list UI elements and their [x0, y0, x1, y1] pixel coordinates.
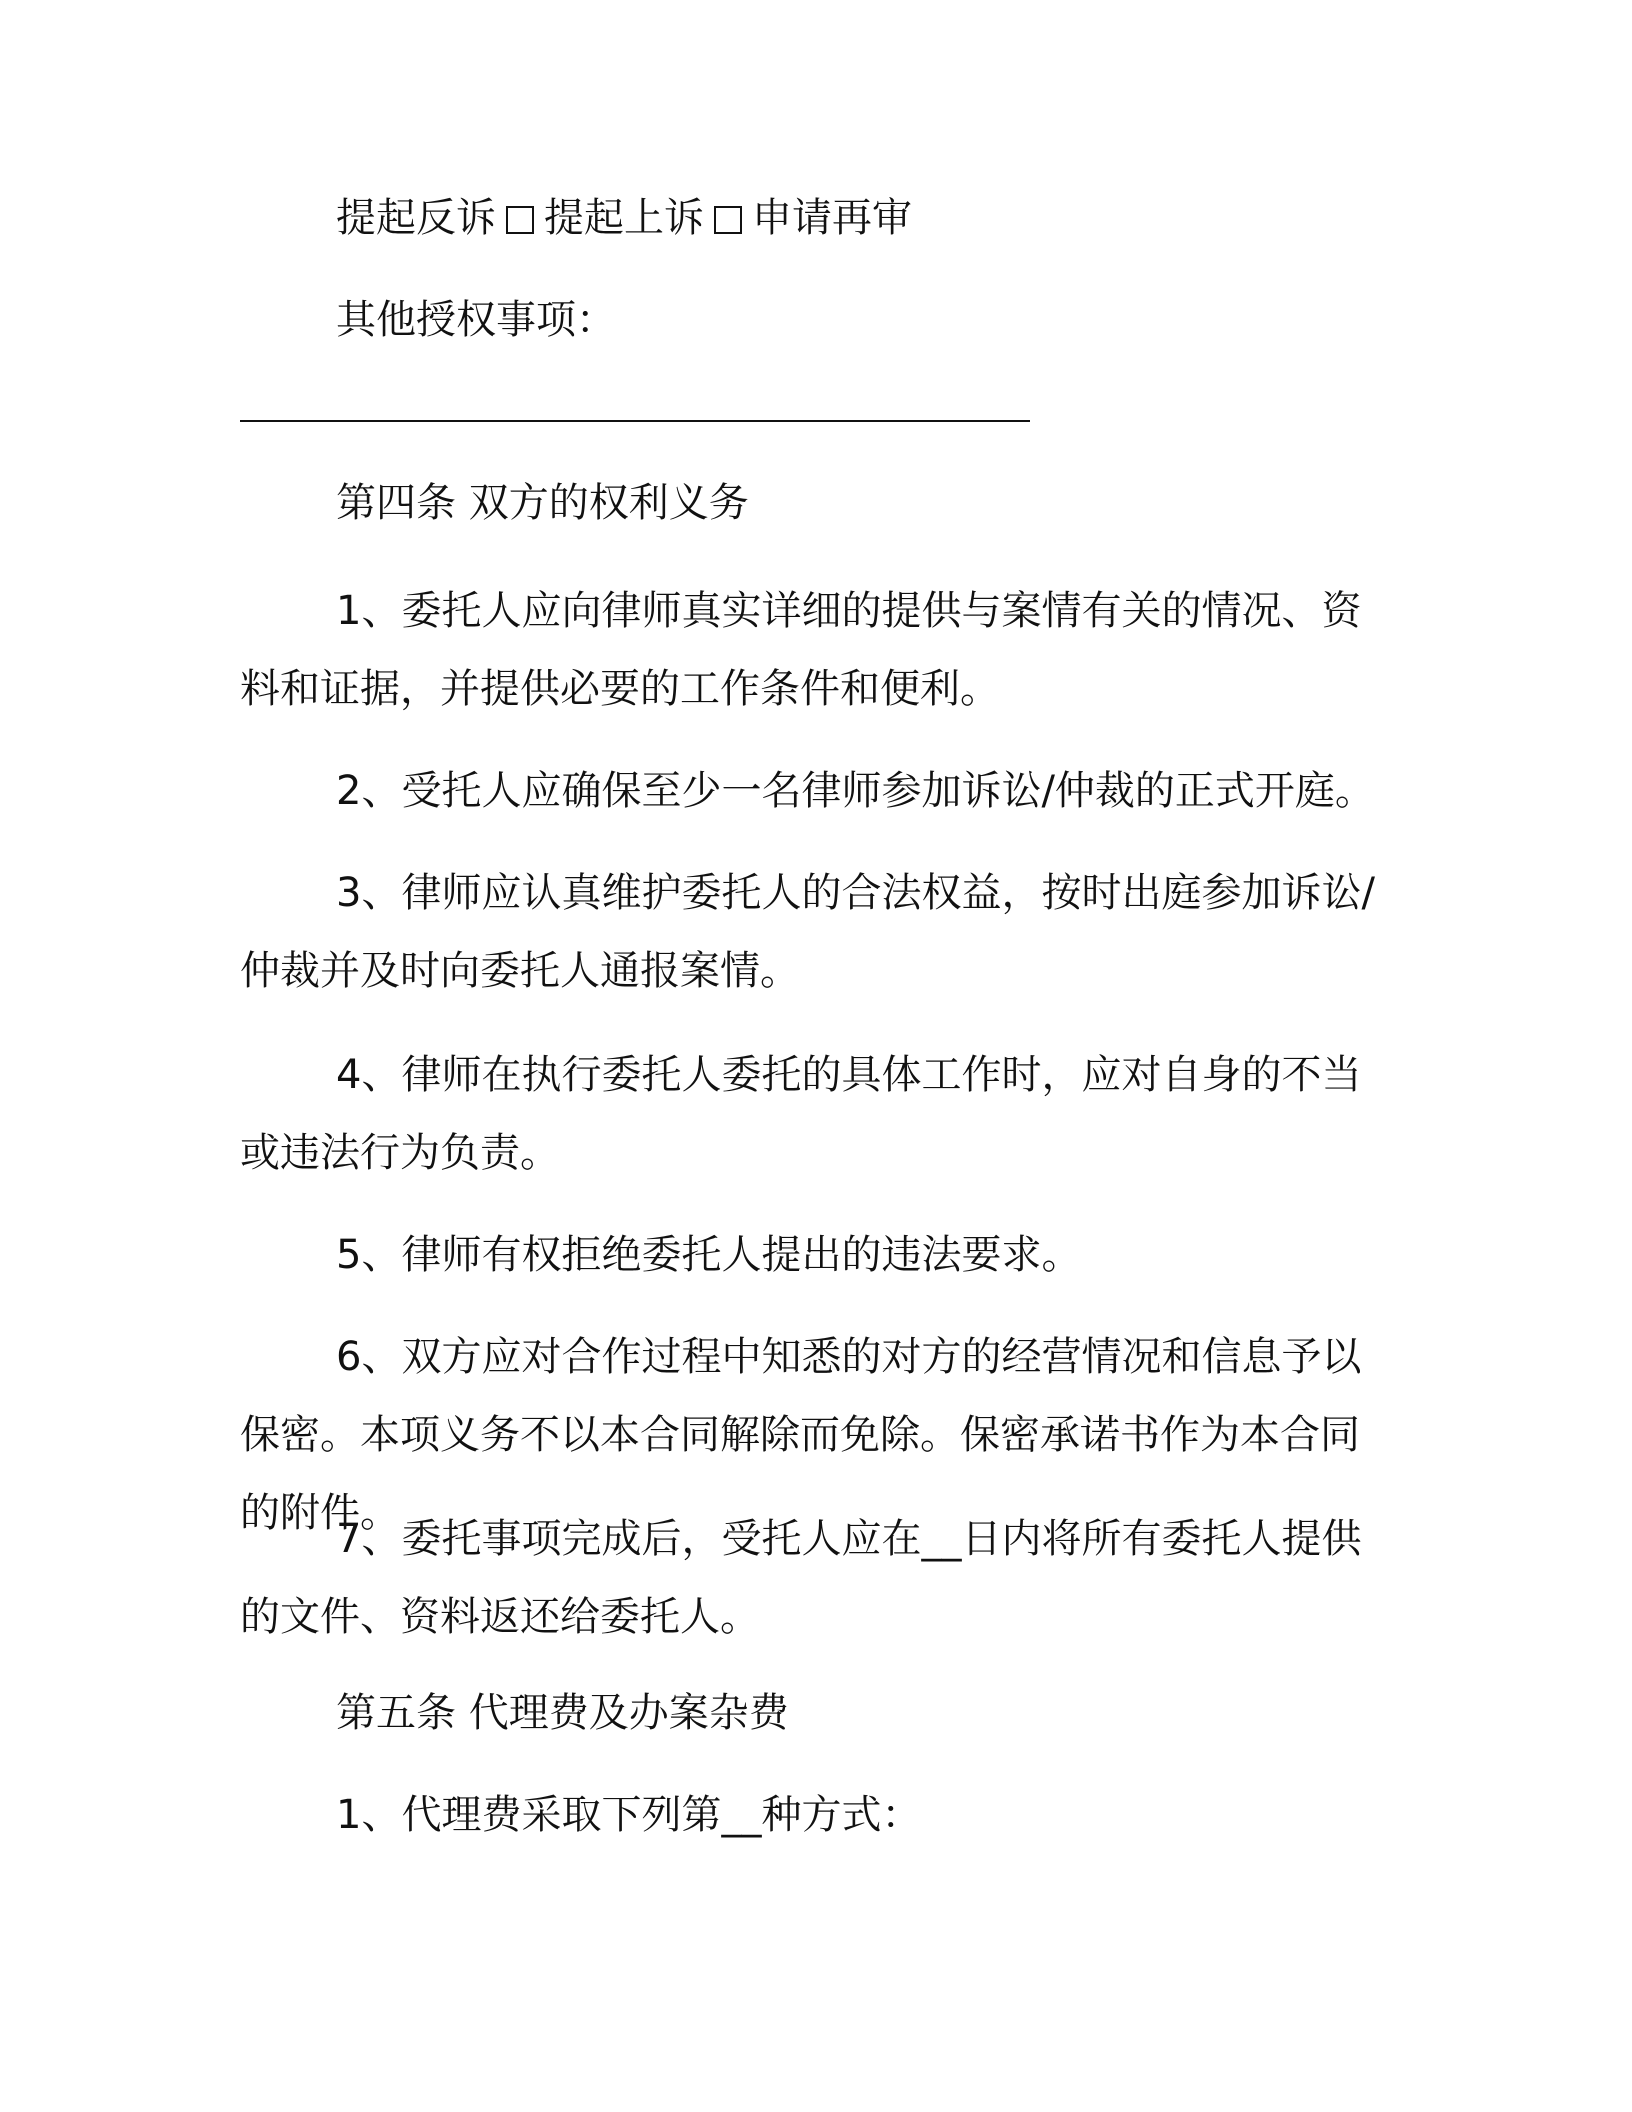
checkbox[interactable]: [506, 206, 534, 234]
article4-item-7: 7、委托事项完成后，受托人应在__日内将所有委托人提供的文件、资料返还给委托人。: [240, 1516, 1362, 1640]
article5-title: 第五条 代理费及办案杂费: [336, 1690, 789, 1736]
article4-item-5: 5、律师有权拒绝委托人提出的违法要求。: [336, 1232, 1082, 1278]
option-appeal: 提起上诉: [544, 195, 704, 241]
other-authorization-label: 其他授权事项：: [336, 297, 616, 343]
article4-title: 第四条 双方的权利义务: [336, 480, 749, 526]
article4-item-2: 2、受托人应确保至少一名律师参加诉讼/仲裁的正式开庭。: [336, 768, 1375, 814]
checkbox[interactable]: [714, 206, 742, 234]
article4-item-1: 1、委托人应向律师真实详细的提供与案情有关的情况、资料和证据，并提供必要的工作条件和便利。: [240, 588, 1362, 712]
fill-in-blank-line: [240, 420, 1030, 422]
article4-item-6: 6、双方应对合作过程中知悉的对方的经营情况和信息予以保密。本项义务不以本合同解除而免除。保密承诺书作为本合同的附件。: [240, 1334, 1362, 1536]
option-retrial: 申请再审: [752, 195, 912, 241]
article4-item-3: 3、律师应认真维护委托人的合法权益，按时出庭参加诉讼/仲裁并及时向委托人通报案情。: [240, 870, 1375, 994]
option-counterclaim: 提起反诉: [336, 195, 496, 241]
article5-item-1: 1、代理费采取下列第__种方式：: [336, 1792, 922, 1838]
article4-item-4: 4、律师在执行委托人委托的具体工作时，应对自身的不当或违法行为负责。: [240, 1052, 1362, 1176]
authorization-options-line: [336, 193, 1392, 243]
